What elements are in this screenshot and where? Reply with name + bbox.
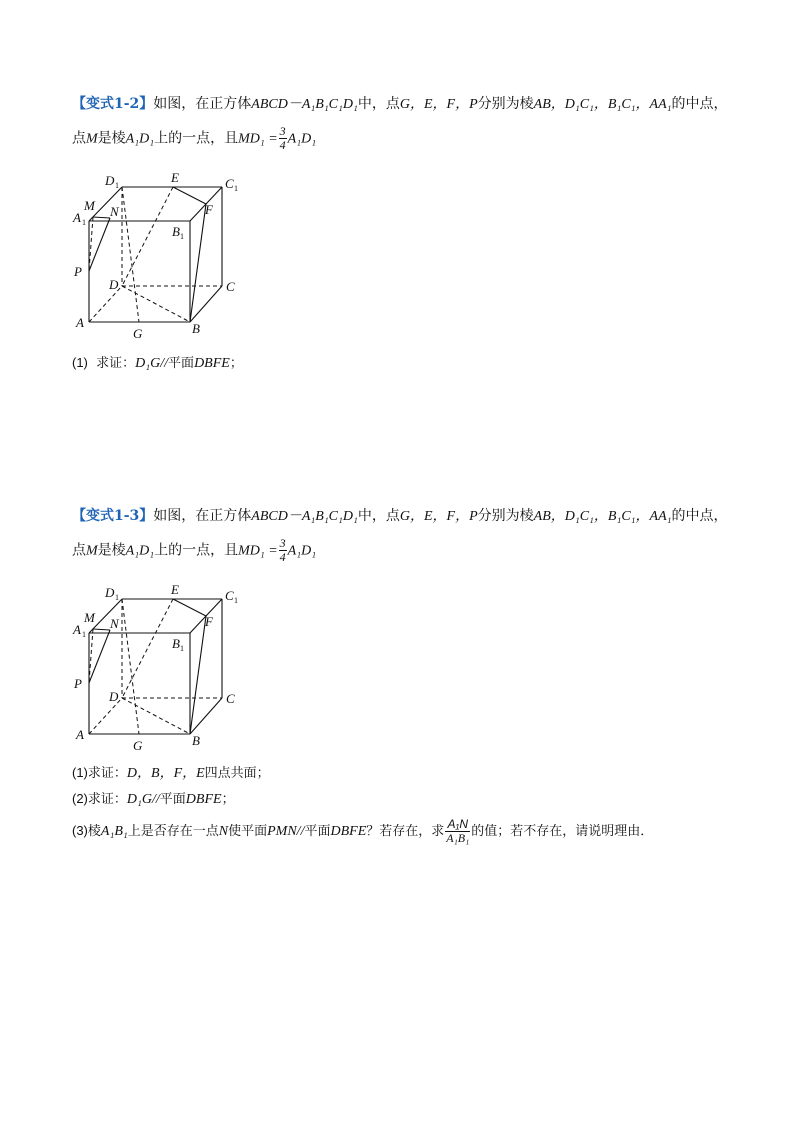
problem-2-question-3: (3)棱A₁B₁上是否存在一点N使平面PMN//平面DBFE？若存在，求 $\frac{\text{A₁N}}{\text{A₁B₁}}$ 的值；若不存在，请说明理由． [72,817,654,845]
problem-2-question-2: (2)求证：D₁G//平面DBFE； [72,791,235,807]
label-M: M [84,610,95,625]
label-N: N [110,616,119,631]
svg-text:1: 1 [115,593,119,602]
label-B: B [192,733,200,748]
cube-diagram [72,582,252,754]
label-D: D [109,689,119,704]
label-A: A [76,315,84,330]
label-A1: A [73,622,81,637]
svg-text:1: 1 [82,218,86,227]
svg-text:1: 1 [234,596,238,605]
cube-figure-2 [72,582,252,758]
label-N: N [110,204,119,219]
label-G: G [133,738,143,753]
cube-name: ABCD－A₁B₁C₁D₁ [251,509,358,524]
label-D1: D [105,173,115,188]
label-P: P [74,676,82,691]
label-D: D [109,277,119,292]
label-B1: B [172,224,180,239]
problem-1-line-1: 【变式1-2】如图，在正方体ABCD－A₁B₁C₁D₁中，点G，E，F，P分别为棱AB，D₁C₁，B₁C₁，AA₁的中点， [72,96,728,112]
fraction-three-quarters: $\frac{3}{4}$ [279,536,286,564]
svg-text:1: 1 [180,232,184,241]
label-C: C [226,691,235,706]
svg-text:1: 1 [180,644,184,653]
label-A1: A [73,210,81,225]
label-G: G [133,326,143,341]
label-A: A [76,727,84,742]
label-F: F [205,614,213,629]
svg-text:1: 1 [82,630,86,639]
cube-figure-1 [72,170,252,346]
problem-1-question-1: (1) 求证：D₁G//平面DBFE； [72,355,243,371]
cube-name: ABCD－A₁B₁C₁D₁ [251,97,358,112]
fraction-A1N-over-A1B1: $\frac{\text{A₁N}}{\text{A₁B₁}}$ [446,817,470,845]
problem-1-line-2: 点M是棱A₁D₁上的一点，且MD₁ = $\frac{3}{4}$ A₁D₁ [72,124,317,152]
label-C1: C [225,176,234,191]
problem-2 [72,506,752,845]
label-B1: B [172,636,180,651]
svg-text:1: 1 [234,184,238,193]
problem-2-line-2: 点M是棱A₁D₁上的一点，且MD₁ = $\frac{3}{4}$ A₁D₁ [72,536,317,564]
fraction-three-quarters: $\frac{3}{4}$ [279,124,286,152]
problem-1 [72,94,752,371]
svg-text:1: 1 [115,181,119,190]
problem-2-tag: 【变式1-3】 [72,508,154,524]
label-C1: C [225,588,234,603]
label-F: F [205,202,213,217]
cube-diagram [72,170,252,342]
problem-2-question-1: (1)求证：D，B，F，E四点共面； [72,765,270,781]
problem-2-line-1: 【变式1-3】如图，在正方体ABCD－A₁B₁C₁D₁中，点G，E，F，P分别为棱AB，D₁C₁，B₁C₁，AA₁的中点， [72,508,728,524]
label-E: E [171,170,179,185]
label-E: E [171,582,179,597]
label-P: P [74,264,82,279]
problem-1-tag: 【变式1-2】 [72,96,154,112]
label-C: C [226,279,235,294]
label-D1: D [105,585,115,600]
label-M: M [84,198,95,213]
label-B: B [192,321,200,336]
